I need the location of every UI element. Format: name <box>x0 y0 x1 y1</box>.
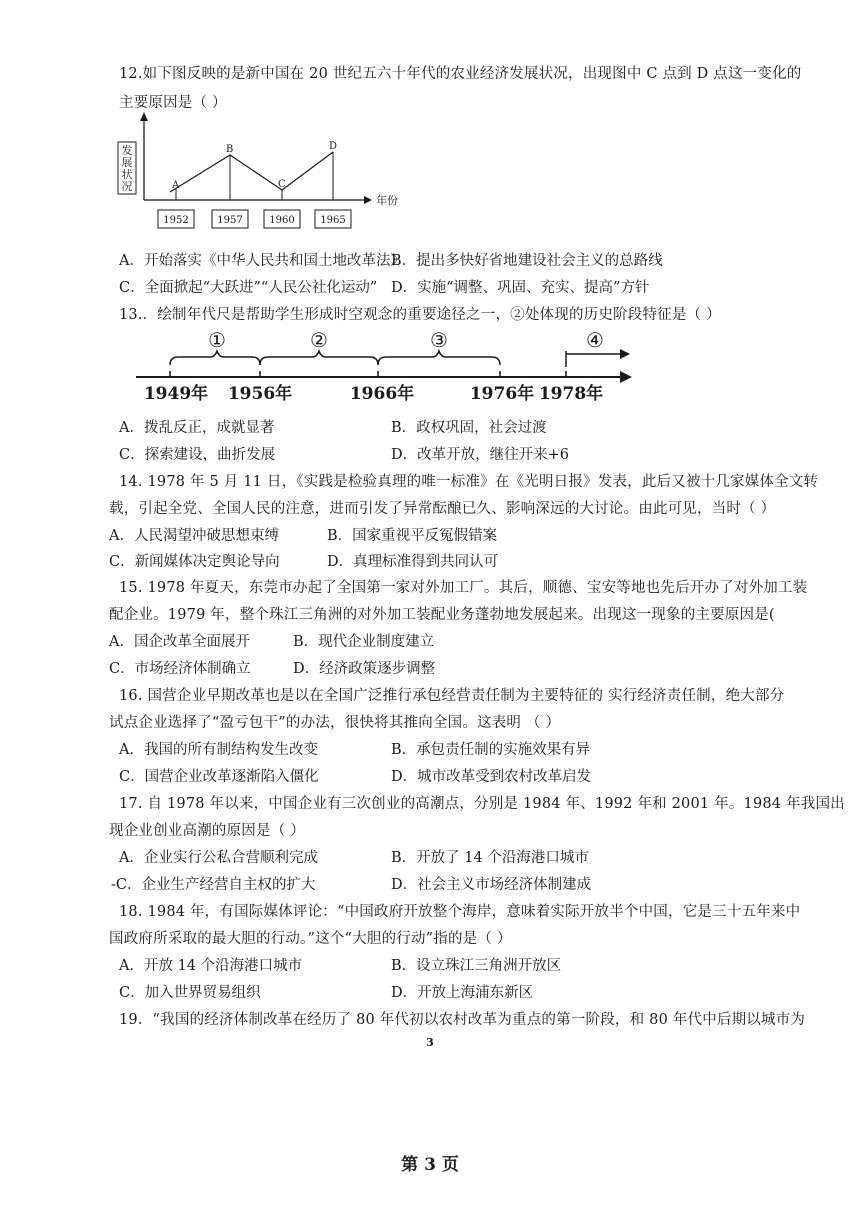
q12-point-d: D <box>329 141 338 152</box>
q14-option-b[interactable]: B．国家重视平反冤假错案 <box>327 528 498 544</box>
q12-chart-xlabel: 年份 <box>376 194 398 207</box>
q15-stem-line2: 配企业。1979 年，整个珠江三角洲的对外加工装配业务蓬勃地发展起来。出现这一现象的主要原因是( <box>109 607 775 623</box>
page-footer: 第 3 页 <box>401 1155 459 1175</box>
q13-year-1949: 1949年 <box>143 384 209 403</box>
q12-year-1957: 1957 <box>217 215 243 226</box>
q14-stem-line1: 14. 1978 年 5 月 11 日，《实践是检验真理的唯一标准》在《光明日报》发表，此后又被十几家媒体全文转 <box>119 474 819 490</box>
q14-option-c[interactable]: C．新闻媒体决定舆论导向 <box>109 554 280 570</box>
q12-year-1960: 1960 <box>269 215 295 226</box>
q12-option-d[interactable]: D．实施“调整、巩固、充实、提高”方针 <box>391 280 650 296</box>
q16-option-d[interactable]: D．城市改革受到农村改革启发 <box>391 769 592 785</box>
q13-circle-3: ③ <box>430 328 448 352</box>
q12-line-chart <box>110 112 410 237</box>
q13-year-1976: 1976年 <box>469 384 535 403</box>
q14-stem-line2: 载，引起全党、全国人民的注意，进而引发了异常酝酿已久、影响深远的大讨论。由此可见，当时（ ） <box>109 501 776 517</box>
q17-option-b[interactable]: B．开放了 14 个沿海港口城市 <box>391 850 589 866</box>
q13-circle-4: ④ <box>586 328 604 352</box>
q13-year-1956: 1956年 <box>227 384 293 403</box>
q13-option-a[interactable]: A．拨乱反正，成就显著 <box>119 420 275 436</box>
q13-option-c[interactable]: C．探索建设，曲折发展 <box>119 447 276 463</box>
q18-option-c[interactable]: C．加入世界贸易组织 <box>119 985 261 1001</box>
q13-year-1978: 1978年 <box>538 384 604 403</box>
q14-option-a[interactable]: A．人民渴望冲破思想束缚 <box>109 528 279 544</box>
q15-option-d[interactable]: D．经济政策逐步调整 <box>293 661 436 677</box>
q16-option-a[interactable]: A．我国的所有制结构发生改变 <box>119 742 318 758</box>
q15-stem-line1: 15. 1978 年夏天，东莞市办起了全国第一家对外加工厂。其后，顺德、宝安等地也先后开办了对外加工装 <box>119 580 808 596</box>
q18-stem-line2: 国政府所采取的最大胆的行动。”这个“大胆的行动”指的是（ ） <box>109 931 512 947</box>
q12-point-b: B <box>226 144 234 155</box>
q12-stem-line2: 主要原因是（ ） <box>119 95 227 111</box>
q12-chart-ylabel: 发展状况 <box>121 144 133 193</box>
q13-option-b[interactable]: B．政权巩固，社会过渡 <box>391 420 547 436</box>
q13-circle-2: ② <box>310 328 328 352</box>
q15-option-b[interactable]: B．现代企业制度建立 <box>293 634 435 650</box>
q17-option-a[interactable]: A．企业实行公私合营顺利完成 <box>119 850 318 866</box>
q16-option-b[interactable]: B．承包责任制的实施效果有异 <box>391 742 591 758</box>
q12-option-b[interactable]: B．提出多快好省地建设社会主义的总路线 <box>391 253 663 269</box>
q13-option-d[interactable]: D．改革开放，继往开来+6 <box>391 447 569 463</box>
q13-timeline <box>130 327 650 403</box>
q13-stem: 13.．绘制年代尺是帮助学生形成时空观念的重要途径之一，②处体现的历史阶段特征是（ ） <box>119 307 721 323</box>
q19-stem-line1: 19．“我国的经济体制改革在经历了 80 年代初以农村改革为重点的第一阶段，和 80 年代中后期以城市为 <box>119 1012 806 1028</box>
q16-stem-line2: 试点企业选择了“盈亏包干”的办法，很快将其推向全国。这表明 （ ） <box>109 715 561 731</box>
q16-option-c[interactable]: C．国营企业改革逐渐陷入僵化 <box>119 769 319 785</box>
q13-circle-1: ① <box>208 328 226 352</box>
q12-point-a: A <box>172 180 180 191</box>
q17-stem-line2: 现企业创业高潮的原因是（ ） <box>109 823 305 839</box>
q15-option-c[interactable]: C．市场经济体制确立 <box>109 661 251 677</box>
q12-point-c: C <box>278 179 286 190</box>
page-number: 3 <box>426 1036 434 1049</box>
q12-chart-line <box>170 152 333 192</box>
q17-stem-line1: 17. 自 1978 年以来，中国企业有三次创业的高潮点，分别是 1984 年、1992 年和 2001 年。1984 年我国出 <box>119 796 845 812</box>
q18-stem-line1: 18. 1984 年，有国际媒体评论：“中国政府开放整个海岸，意味着实际开放半个中国，它是三十五年来中 <box>119 904 801 920</box>
q18-option-d[interactable]: D．开放上海浦东新区 <box>391 985 534 1001</box>
q12-year-1952: 1952 <box>163 215 189 226</box>
q17-option-c[interactable]: -C．企业生产经营自主权的扩大 <box>111 877 316 893</box>
q18-option-a[interactable]: A．开放 14 个沿海港口城市 <box>119 958 303 974</box>
q18-option-b[interactable]: B．设立珠江三角洲开放区 <box>391 958 562 974</box>
q12-year-1965: 1965 <box>320 215 346 226</box>
q16-stem-line1: 16. 国营企业早期改革也是以在全国广泛推行承包经营责任制为主要特征的 实行经济责任制，绝大部分 <box>119 688 785 704</box>
q12-stem-line1: 12.如下图反映的是新中国在 20 世纪五六十年代的农业经济发展状况，出现图中 C 点到 D 点这一变化的 <box>119 66 802 82</box>
q13-year-1966: 1966年 <box>349 384 415 403</box>
q14-option-d[interactable]: D．真理标准得到共同认可 <box>327 554 499 570</box>
q12-option-a[interactable]: A．开始落实《中华人民共和国土地改革法》 <box>119 253 405 269</box>
q12-option-c[interactable]: C．全面掀起“大跃进”“人民公社化运动” <box>119 280 378 296</box>
q15-option-a[interactable]: A．国企改革全面展开 <box>109 634 250 650</box>
q17-option-d[interactable]: D．社会主义市场经济体制建成 <box>391 877 592 893</box>
